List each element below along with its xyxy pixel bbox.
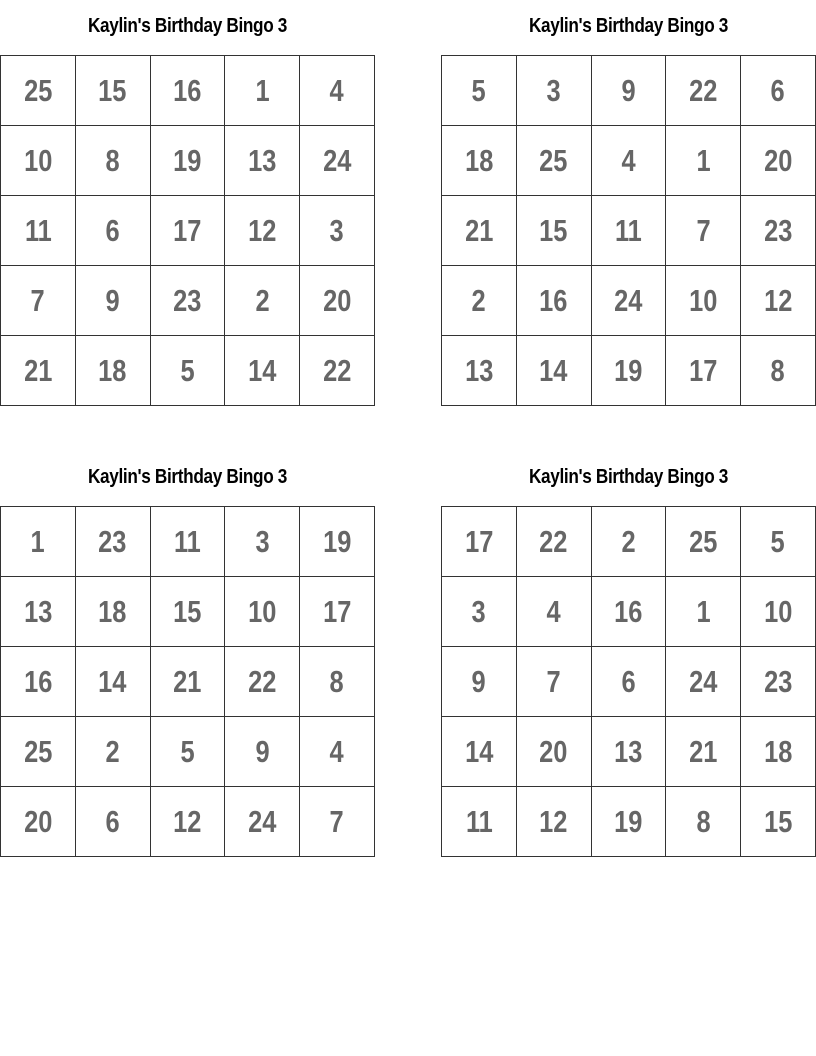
bingo-cell xyxy=(300,336,375,406)
bingo-cell xyxy=(516,126,591,196)
bingo-cell xyxy=(591,266,666,336)
bingo-number: 9 xyxy=(255,733,270,769)
bingo-cell xyxy=(666,56,741,126)
bingo-number: 1 xyxy=(30,523,45,559)
bingo-cell xyxy=(516,717,591,787)
bingo-cell xyxy=(225,577,300,647)
bingo-row xyxy=(1,717,375,787)
bingo-cell xyxy=(442,507,517,577)
bingo-grid xyxy=(0,55,375,406)
bingo-number: 23 xyxy=(173,282,202,318)
bingo-cell xyxy=(1,266,76,336)
bingo-number: 15 xyxy=(173,593,202,629)
bingo-cell xyxy=(150,507,225,577)
bingo-number: 8 xyxy=(696,803,711,839)
bingo-number: 11 xyxy=(174,523,201,559)
bingo-cell xyxy=(516,266,591,336)
bingo-cell xyxy=(516,336,591,406)
bingo-cell xyxy=(591,717,666,787)
bingo-cell xyxy=(75,507,150,577)
bingo-number: 15 xyxy=(98,72,127,108)
bingo-number: 24 xyxy=(614,282,643,318)
bingo-number: 3 xyxy=(330,212,345,248)
bingo-row xyxy=(442,507,816,577)
bingo-cell xyxy=(442,196,517,266)
bingo-cell xyxy=(516,56,591,126)
bingo-cell xyxy=(666,717,741,787)
bingo-cell xyxy=(75,717,150,787)
bingo-cell xyxy=(300,577,375,647)
bingo-cell xyxy=(741,196,816,266)
bingo-number: 18 xyxy=(98,352,127,388)
bingo-number: 21 xyxy=(23,352,53,388)
bingo-cell xyxy=(150,336,225,406)
bingo-number: 7 xyxy=(330,803,345,839)
bingo-number: 20 xyxy=(322,282,352,318)
bingo-row xyxy=(1,336,375,406)
bingo-number: 3 xyxy=(471,593,486,629)
bingo-number: 21 xyxy=(689,733,718,769)
bingo-number: 16 xyxy=(173,72,202,108)
bingo-number: 19 xyxy=(614,803,643,839)
bingo-cell xyxy=(225,336,300,406)
bingo-cell xyxy=(516,647,591,717)
bingo-number: 17 xyxy=(464,523,494,559)
bingo-number: 1 xyxy=(696,142,711,178)
bingo-cell xyxy=(591,126,666,196)
bingo-cell xyxy=(442,577,517,647)
bingo-number: 14 xyxy=(539,352,568,388)
bingo-number: 8 xyxy=(105,142,120,178)
bingo-row xyxy=(442,717,816,787)
bingo-cell xyxy=(741,647,816,717)
bingo-number: 21 xyxy=(464,212,494,248)
bingo-number: 24 xyxy=(248,803,277,839)
bingo-cell xyxy=(75,56,150,126)
bingo-number: 11 xyxy=(465,803,493,839)
bingo-grid xyxy=(441,55,816,406)
bingo-number: 20 xyxy=(539,733,568,769)
bingo-card-title: Kaylin's Birthday Bingo 3 xyxy=(528,15,729,37)
bingo-cell xyxy=(150,717,225,787)
bingo-number: 15 xyxy=(763,803,793,839)
bingo-cell xyxy=(1,717,76,787)
bingo-cell xyxy=(225,647,300,717)
bingo-number: 11 xyxy=(615,212,642,248)
bingo-row xyxy=(1,647,375,717)
bingo-cell xyxy=(225,56,300,126)
bingo-cell xyxy=(300,56,375,126)
bingo-number: 5 xyxy=(471,72,486,108)
bingo-number: 18 xyxy=(98,593,127,629)
bingo-number: 13 xyxy=(248,142,277,178)
bingo-number: 24 xyxy=(689,663,718,699)
bingo-number: 2 xyxy=(621,523,636,559)
bingo-cell xyxy=(150,787,225,857)
bingo-cell xyxy=(442,647,517,717)
bingo-cell xyxy=(442,336,517,406)
bingo-cell xyxy=(442,787,517,857)
bingo-cell xyxy=(516,196,591,266)
bingo-number: 13 xyxy=(614,733,643,769)
bingo-number: 23 xyxy=(763,212,793,248)
bingo-number: 17 xyxy=(173,212,202,248)
bingo-number: 10 xyxy=(23,142,53,178)
bingo-number: 21 xyxy=(173,663,202,699)
bingo-cell xyxy=(666,266,741,336)
bingo-number: 19 xyxy=(173,142,202,178)
bingo-number: 5 xyxy=(771,523,786,559)
bingo-cell xyxy=(150,577,225,647)
bingo-number: 17 xyxy=(689,352,718,388)
bingo-cell xyxy=(442,717,517,787)
bingo-number: 13 xyxy=(23,593,53,629)
bingo-cell xyxy=(75,196,150,266)
bingo-card-title: Kaylin's Birthday Bingo 3 xyxy=(528,466,729,488)
bingo-number: 16 xyxy=(614,593,643,629)
bingo-number: 22 xyxy=(689,72,718,108)
bingo-number: 5 xyxy=(180,352,195,388)
bingo-cell xyxy=(516,577,591,647)
bingo-cell xyxy=(225,787,300,857)
bingo-row xyxy=(442,126,816,196)
bingo-cell xyxy=(442,56,517,126)
bingo-cell xyxy=(741,717,816,787)
bingo-row xyxy=(1,577,375,647)
bingo-cell xyxy=(150,647,225,717)
bingo-number: 14 xyxy=(464,733,494,769)
bingo-cell xyxy=(741,56,816,126)
bingo-row xyxy=(442,787,816,857)
bingo-cell xyxy=(741,266,816,336)
bingo-cell xyxy=(75,266,150,336)
bingo-cell xyxy=(666,507,741,577)
bingo-number: 6 xyxy=(105,803,120,839)
bingo-cell xyxy=(741,787,816,857)
bingo-number: 23 xyxy=(98,523,127,559)
bingo-cell xyxy=(591,787,666,857)
bingo-cell xyxy=(591,577,666,647)
bingo-row xyxy=(442,196,816,266)
bingo-number: 6 xyxy=(771,72,786,108)
bingo-number: 3 xyxy=(546,72,561,108)
bingo-cell xyxy=(1,577,76,647)
bingo-number: 4 xyxy=(621,142,636,178)
bingo-number: 1 xyxy=(696,593,711,629)
bingo-row xyxy=(442,577,816,647)
bingo-number: 15 xyxy=(539,212,568,248)
bingo-number: 7 xyxy=(30,282,45,318)
bingo-number: 2 xyxy=(471,282,486,318)
bingo-cell xyxy=(300,126,375,196)
bingo-cell xyxy=(300,266,375,336)
bingo-cell xyxy=(300,717,375,787)
bingo-number: 3 xyxy=(255,523,270,559)
bingo-cell xyxy=(225,266,300,336)
bingo-number: 20 xyxy=(763,142,793,178)
bingo-number: 17 xyxy=(322,593,352,629)
bingo-cell xyxy=(1,647,76,717)
bingo-cell xyxy=(1,787,76,857)
bingo-number: 2 xyxy=(255,282,270,318)
bingo-cell xyxy=(666,126,741,196)
bingo-number: 4 xyxy=(330,733,345,769)
bingo-cell xyxy=(741,577,816,647)
bingo-number: 6 xyxy=(621,663,636,699)
bingo-row xyxy=(1,126,375,196)
bingo-number: 12 xyxy=(173,803,202,839)
bingo-cell xyxy=(442,126,517,196)
bingo-cell xyxy=(1,56,76,126)
bingo-cell xyxy=(591,196,666,266)
bingo-cell xyxy=(150,196,225,266)
bingo-number: 9 xyxy=(105,282,120,318)
bingo-number: 22 xyxy=(539,523,568,559)
bingo-number: 4 xyxy=(546,593,561,629)
bingo-number: 14 xyxy=(248,352,277,388)
bingo-number: 20 xyxy=(23,803,53,839)
bingo-number: 19 xyxy=(322,523,352,559)
bingo-cell xyxy=(591,56,666,126)
bingo-row xyxy=(1,266,375,336)
bingo-cell xyxy=(1,507,76,577)
bingo-number: 10 xyxy=(248,593,277,629)
bingo-number: 22 xyxy=(322,352,352,388)
bingo-card-title: Kaylin's Birthday Bingo 3 xyxy=(87,466,288,488)
bingo-number: 22 xyxy=(248,663,277,699)
bingo-row xyxy=(1,196,375,266)
bingo-number: 13 xyxy=(464,352,494,388)
bingo-number: 10 xyxy=(689,282,718,318)
bingo-cell xyxy=(150,56,225,126)
bingo-cell xyxy=(666,647,741,717)
bingo-cell xyxy=(225,717,300,787)
bingo-grid xyxy=(0,506,375,857)
bingo-cell xyxy=(300,787,375,857)
bingo-number: 16 xyxy=(539,282,568,318)
bingo-cell xyxy=(516,507,591,577)
bingo-cell xyxy=(1,126,76,196)
bingo-row xyxy=(1,787,375,857)
bingo-number: 5 xyxy=(180,733,195,769)
bingo-cell xyxy=(666,577,741,647)
bingo-number: 12 xyxy=(763,282,793,318)
bingo-number: 14 xyxy=(98,663,127,699)
bingo-row xyxy=(442,266,816,336)
bingo-cell xyxy=(300,647,375,717)
bingo-cell xyxy=(75,126,150,196)
bingo-grid xyxy=(441,506,816,857)
bingo-cell xyxy=(741,126,816,196)
bingo-cell xyxy=(741,507,816,577)
bingo-number: 7 xyxy=(546,663,561,699)
bingo-number: 25 xyxy=(539,142,568,178)
bingo-number: 7 xyxy=(696,212,711,248)
bingo-cell xyxy=(1,196,76,266)
bingo-row xyxy=(1,56,375,126)
bingo-cell xyxy=(225,196,300,266)
bingo-cell xyxy=(741,336,816,406)
bingo-cell xyxy=(75,647,150,717)
bingo-cell xyxy=(666,196,741,266)
bingo-number: 2 xyxy=(105,733,120,769)
bingo-number: 18 xyxy=(464,142,494,178)
bingo-row xyxy=(1,507,375,577)
bingo-cell xyxy=(75,787,150,857)
bingo-number: 8 xyxy=(771,352,786,388)
bingo-number: 25 xyxy=(689,523,718,559)
bingo-number: 6 xyxy=(105,212,120,248)
bingo-number: 19 xyxy=(614,352,643,388)
bingo-cell xyxy=(516,787,591,857)
bingo-cell xyxy=(225,507,300,577)
bingo-number: 9 xyxy=(471,663,486,699)
bingo-number: 24 xyxy=(322,142,352,178)
bingo-number: 25 xyxy=(23,72,53,108)
bingo-number: 25 xyxy=(23,733,53,769)
bingo-cell xyxy=(300,507,375,577)
bingo-cell xyxy=(75,577,150,647)
bingo-number: 8 xyxy=(330,663,345,699)
bingo-cell xyxy=(150,266,225,336)
bingo-cell xyxy=(300,196,375,266)
bingo-cell xyxy=(666,787,741,857)
bingo-number: 9 xyxy=(621,72,636,108)
bingo-number: 4 xyxy=(330,72,345,108)
bingo-number: 10 xyxy=(763,593,793,629)
bingo-number: 18 xyxy=(763,733,793,769)
bingo-cell xyxy=(442,266,517,336)
bingo-cell xyxy=(591,647,666,717)
bingo-number: 12 xyxy=(248,212,277,248)
bingo-cell xyxy=(225,126,300,196)
bingo-number: 11 xyxy=(24,212,52,248)
bingo-row xyxy=(442,56,816,126)
bingo-cell xyxy=(1,336,76,406)
bingo-row xyxy=(442,647,816,717)
bingo-cell xyxy=(591,507,666,577)
bingo-row xyxy=(442,336,816,406)
bingo-cell xyxy=(666,336,741,406)
bingo-number: 16 xyxy=(23,663,53,699)
bingo-number: 1 xyxy=(255,72,270,108)
bingo-cell xyxy=(75,336,150,406)
bingo-cell xyxy=(591,336,666,406)
bingo-card-title: Kaylin's Birthday Bingo 3 xyxy=(87,15,288,37)
bingo-number: 23 xyxy=(763,663,793,699)
bingo-cell xyxy=(150,126,225,196)
bingo-number: 12 xyxy=(539,803,568,839)
